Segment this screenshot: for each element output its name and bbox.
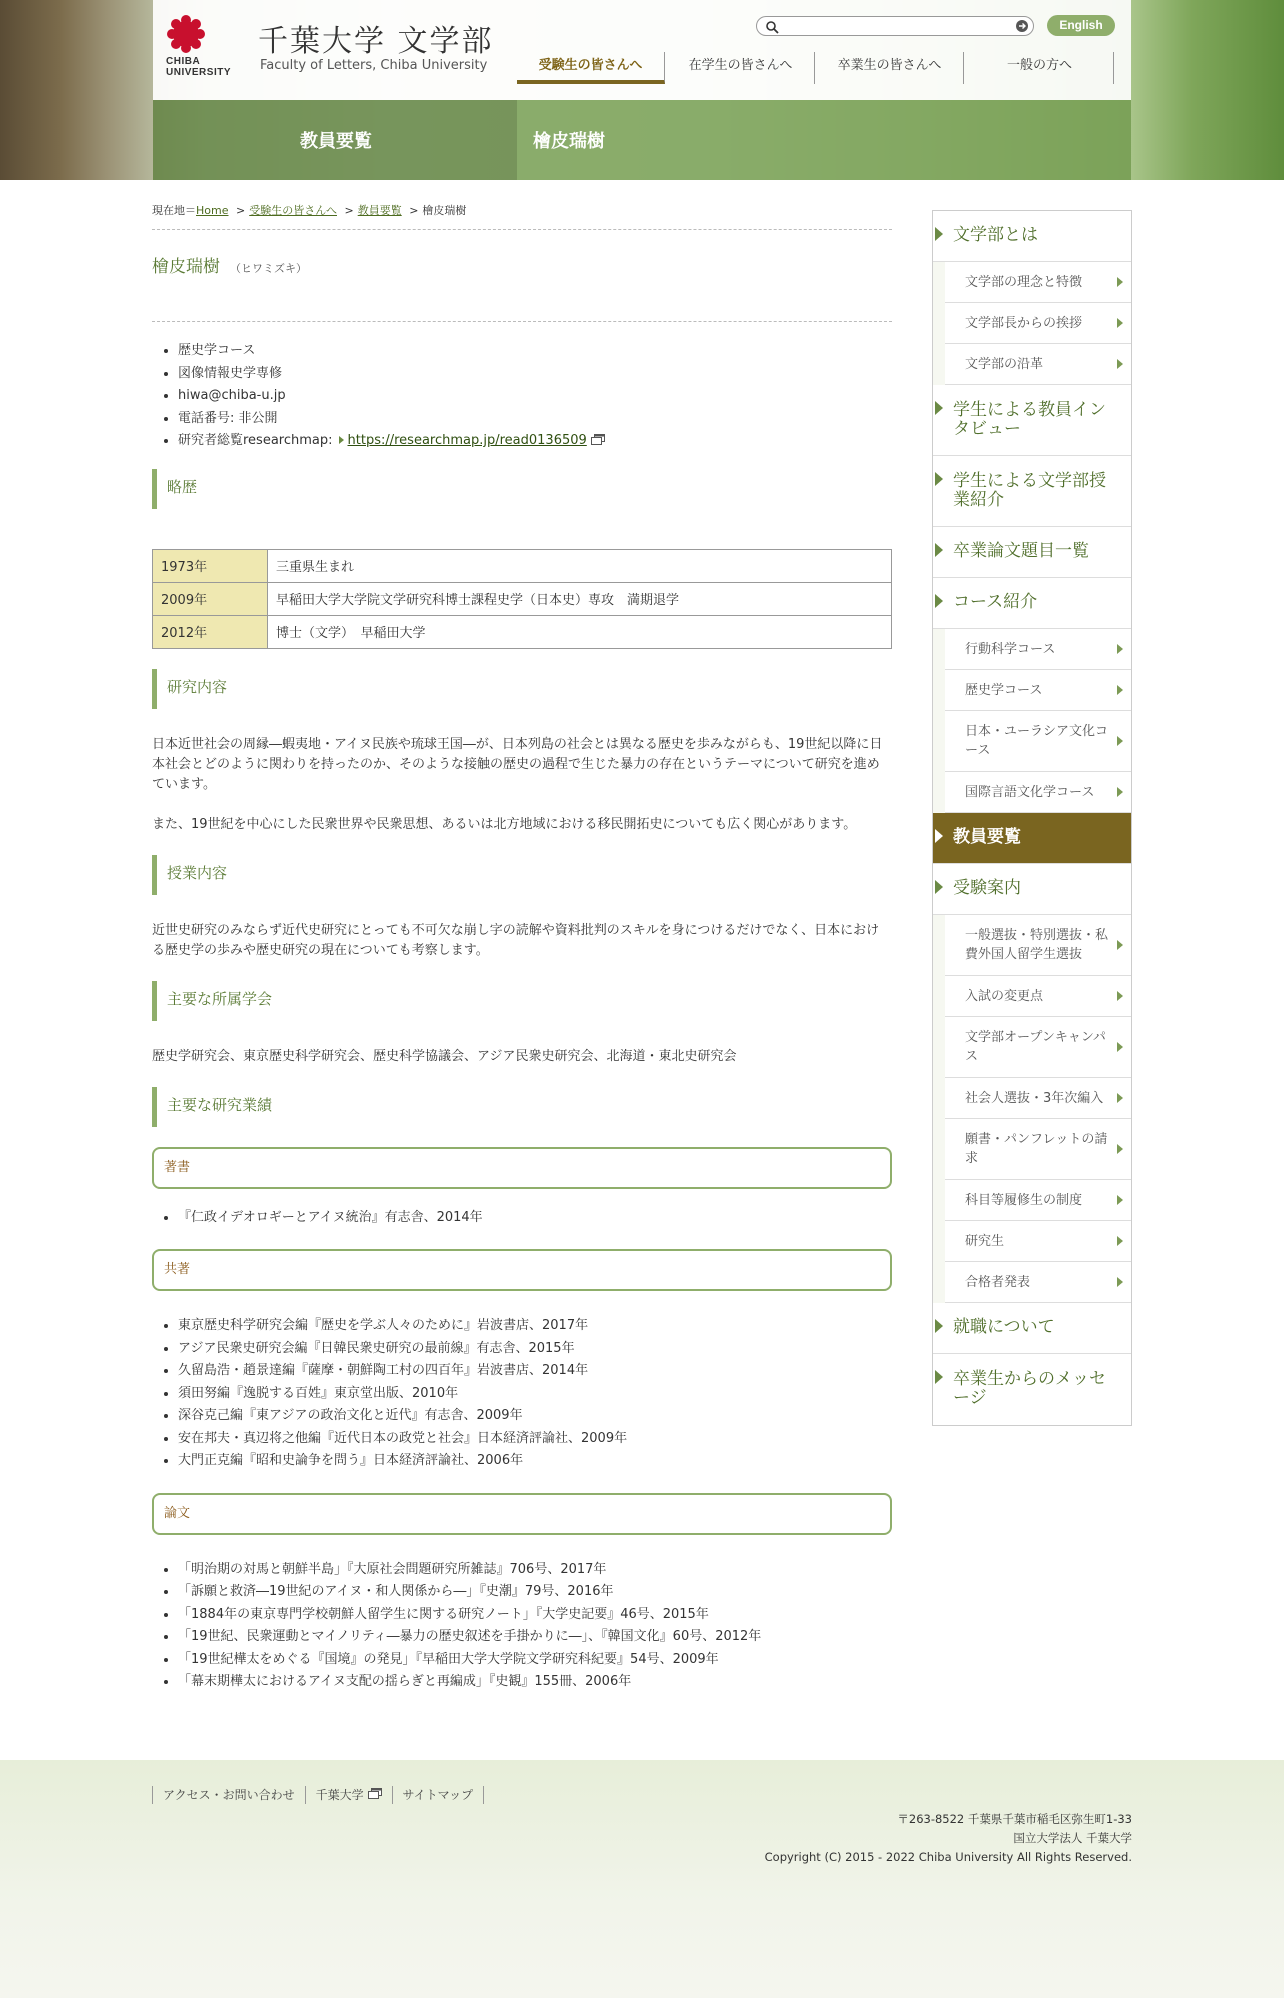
footer-link-university-label: 千葉大学 — [315, 1788, 364, 1802]
logo-university-text: CHIBA UNIVERSITY — [166, 56, 232, 78]
list-item: • 「1884年の東京専門学校朝鮮人留学生に関する研究ノート」『大学史記要』46号、2015年 — [178, 1604, 892, 1627]
section-heading-classes: 授業内容 — [152, 855, 892, 895]
page-title-band — [517, 100, 1131, 180]
side-admission-non-degree[interactable]: 科目等履修生の制度 — [945, 1180, 1131, 1221]
search-submit-icon[interactable] — [1015, 19, 1029, 33]
side-course-japan-eurasia[interactable]: 日本・ユーラシア文化コース — [945, 711, 1131, 772]
breadcrumb-separator: > — [344, 204, 354, 217]
page-title: 檜皮瑞樹 — [533, 131, 605, 152]
side-course-history[interactable]: 歴史学コース — [945, 670, 1131, 711]
breadcrumb-home-link[interactable]: Home — [196, 204, 229, 217]
list-item: • 歴史学コース — [178, 340, 892, 363]
footer-links — [152, 1786, 484, 1804]
side-about-sub-2[interactable]: 文学部長からの挨拶 — [945, 303, 1131, 344]
list-item: • 「19世紀、民衆運動とマイノリティ―暴力の歴史叙述を手掛かりに―」、『韓国文化』60号、2012年 — [178, 1626, 892, 1649]
list-item: • 深谷克己編『東アジアの政治文化と近代』有志舎、2009年 — [178, 1405, 892, 1428]
list-item: • 「明治期の対馬と朝鮮半島」『大原社会問題研究所雑誌』706号、2017年 — [178, 1559, 892, 1582]
footer-organization: 国立大学法人 千葉大学 — [1013, 1831, 1132, 1845]
side-courses[interactable]: コース紹介 — [933, 578, 1131, 629]
list-item: • 図像情報史学専修 — [178, 363, 892, 386]
footer-link-university[interactable] — [305, 1786, 392, 1804]
breadcrumb-faculty-link[interactable]: 教員要覧 — [357, 204, 402, 217]
side-faculty-active[interactable]: 教員要覧 — [933, 813, 1131, 864]
list-item: • 久留島浩・趙景達編『薩摩・朝鮮陶工村の四百年』岩波書店、2014年 — [178, 1360, 892, 1383]
side-class-intro[interactable]: 学生による文学部授業紹介 — [933, 456, 1131, 527]
english-button[interactable]: English — [1047, 15, 1115, 36]
researchmap-label: 研究者総覧researchmap: — [178, 433, 333, 448]
research-paragraph: 日本近世社会の周縁―蝦夷地・アイヌ民族や琉球王国―が、日本列島の社会とは異なる歴史を歩みながらも、19世紀以降に日本社会とどのように関わりを持ったのか、そのような接触の歴史の過程で生じた暴力の存在というテーマについて研究を進めています。 — [152, 736, 883, 792]
side-course-international[interactable]: 国際言語文化学コース — [945, 772, 1131, 813]
researchmap-link[interactable]: https://researchmap.jp/read0136509 — [347, 433, 587, 448]
side-about-submenu — [933, 262, 1131, 385]
nav-general-public[interactable]: 一般の方へ — [966, 52, 1114, 84]
breadcrumb-separator: > — [409, 204, 419, 217]
side-about-sub-3[interactable]: 文学部の沿革 — [945, 344, 1131, 385]
site-footer — [0, 1760, 1284, 1998]
search-box — [756, 16, 1034, 36]
header-photo-left — [0, 0, 153, 180]
list-item: • アジア民衆史研究会編『日韓民衆史研究の最前線』有志舎、2015年 — [178, 1338, 892, 1361]
research-paragraph: また、19世紀を中心にした民衆世界や民衆思想、あるいは北方地域における移民開拓史についても広く関心があります。 — [152, 816, 857, 832]
person-heading — [152, 252, 892, 322]
subheading-papers: 論文 — [152, 1493, 892, 1535]
career-text: 早稲田大学大学院文学研究科博士課程史学（日本史）専攻 満期退学 — [268, 582, 892, 615]
site-subtitle: Faculty of Letters, Chiba University — [260, 58, 488, 73]
career-text: 博士（文学） 早稲田大学 — [268, 615, 892, 648]
career-text: 三重県生まれ — [268, 549, 892, 582]
section-heading-achievements: 主要な研究業績 — [152, 1087, 892, 1127]
section-heading-societies: 主要な所属学会 — [152, 981, 892, 1021]
person-kana: （ヒワミズキ） — [230, 262, 307, 275]
classes-paragraph: 近世史研究のみならず近代史研究にとっても不可欠な崩し字の読解や資料批判のスキルを身につけるだけでなく、日本における歴史学の歩みや歴史研究の現在についても考察します。 — [152, 922, 880, 958]
main-content — [152, 196, 892, 1694]
chiba-university-logo-icon[interactable] — [166, 14, 206, 54]
career-year: 2009年 — [153, 582, 268, 615]
nav-current-students[interactable]: 在学生の皆さんへ — [667, 52, 815, 84]
side-interview[interactable]: 学生による教員インタビュー — [933, 385, 1131, 456]
side-courses-submenu — [933, 629, 1131, 813]
category-title: 教員要覧 — [300, 131, 372, 152]
section-heading-career: 略歴 — [152, 469, 892, 509]
header-photo-right — [1131, 0, 1284, 180]
papers-list — [152, 1559, 892, 1694]
list-item: • 「訴願と救済―19世紀のアイヌ・和人関係から―」『史潮』79号、2016年 — [178, 1581, 892, 1604]
list-item: • 安在邦夫・真辺将之他編『近代日本の政党と社会』日本経済評論社、2009年 — [178, 1428, 892, 1451]
books-list — [152, 1207, 892, 1230]
person-name: 檜皮瑞樹 — [152, 257, 220, 277]
breadcrumb-prospective-link[interactable]: 受験生の皆さんへ — [249, 204, 337, 217]
table-row — [153, 582, 892, 615]
footer-address: 〒263-8522 千葉県千葉市稲毛区弥生町1-33 — [897, 1812, 1132, 1826]
link-arrow-icon — [339, 436, 344, 444]
external-window-icon — [368, 1788, 382, 1799]
footer-link-sitemap[interactable]: サイトマップ — [392, 1786, 485, 1804]
side-alumni-messages[interactable]: 卒業生からのメッセージ — [933, 1354, 1131, 1425]
external-window-icon — [591, 434, 605, 445]
site-title[interactable]: 千葉大学 文学部 — [258, 24, 494, 59]
nav-prospective-students[interactable]: 受験生の皆さんへ — [517, 52, 665, 84]
list-item: • 『仁政イデオロギーとアイヌ統治』有志舎、2014年 — [178, 1207, 892, 1230]
list-item: • 「19世紀樺太をめぐる『国境』の発見」『早稲田大学大学院文学研究科紀要』54号、2009年 — [178, 1649, 892, 1672]
footer-copyright: Copyright (C) 2015 - 2022 Chiba University All Rights Reserved. — [764, 1850, 1132, 1864]
side-admission-changes[interactable]: 入試の変更点 — [945, 976, 1131, 1017]
nav-alumni[interactable]: 卒業生の皆さんへ — [816, 52, 964, 84]
list-item: • hiwa@chiba-u.jp — [178, 385, 892, 408]
side-theses[interactable]: 卒業論文題目一覧 — [933, 527, 1131, 578]
list-item: • 大門正克編『昭和史論争を問う』日本経済評論社、2006年 — [178, 1450, 892, 1473]
career-year: 1973年 — [153, 549, 268, 582]
list-item: • 「幕末期樺太におけるアイヌ支配の揺らぎと再編成」『史観』155冊、2006年 — [178, 1671, 892, 1694]
breadcrumb-prefix: 現在地＝ — [152, 204, 196, 217]
site-header — [0, 0, 1284, 180]
table-row — [153, 549, 892, 582]
subheading-coauthored: 共著 — [152, 1249, 892, 1291]
table-row — [153, 615, 892, 648]
side-admission[interactable]: 受験案内 — [933, 864, 1131, 915]
search-input[interactable] — [779, 19, 999, 33]
footer-address-block — [765, 1810, 1132, 1867]
side-admission-open-campus[interactable]: 文学部オープンキャンパス — [945, 1017, 1131, 1078]
side-course-behavioral[interactable]: 行動科学コース — [945, 629, 1131, 670]
list-item: • 電話番号: 非公開 — [178, 408, 892, 431]
footer-link-access[interactable]: アクセス・お問い合わせ — [152, 1786, 305, 1804]
list-item — [178, 430, 892, 453]
side-admission-results[interactable]: 合格者発表 — [945, 1262, 1131, 1303]
list-item: • 須田努編『逸脱する百姓』東京堂出版、2010年 — [178, 1383, 892, 1406]
side-admission-submenu — [933, 915, 1131, 1303]
section-heading-research: 研究内容 — [152, 669, 892, 709]
breadcrumb-separator: > — [235, 204, 246, 217]
breadcrumb-current: 檜皮瑞樹 — [422, 204, 467, 217]
side-admission-transfer[interactable]: 社会人選抜・3年次編入 — [945, 1078, 1131, 1119]
side-about-sub-1[interactable]: 文学部の理念と特徴 — [945, 262, 1131, 303]
person-info-list — [152, 340, 892, 453]
societies-paragraph: 歴史学研究会、東京歴史科学研究会、歴史科学協議会、アジア民衆史研究会、北海道・東北史研究会 — [152, 1048, 737, 1064]
coauthored-list — [152, 1315, 892, 1473]
side-admission-selection[interactable]: 一般選抜・特別選抜・私費外国人留学生選抜 — [945, 915, 1131, 976]
side-about[interactable]: 文学部とは — [933, 211, 1131, 262]
career-table — [152, 549, 892, 649]
list-item: • 東京歴史科学研究会編『歴史を学ぶ人々のために』岩波書店、2017年 — [178, 1315, 892, 1338]
career-year: 2012年 — [153, 615, 268, 648]
side-career[interactable]: 就職について — [933, 1303, 1131, 1354]
side-admission-pamphlet[interactable]: 願書・パンフレットの請求 — [945, 1119, 1131, 1180]
side-admission-research-student[interactable]: 研究生 — [945, 1221, 1131, 1262]
side-navigation — [932, 210, 1132, 1426]
search-icon — [765, 20, 779, 34]
breadcrumb — [152, 196, 892, 230]
subheading-books: 著書 — [152, 1147, 892, 1189]
